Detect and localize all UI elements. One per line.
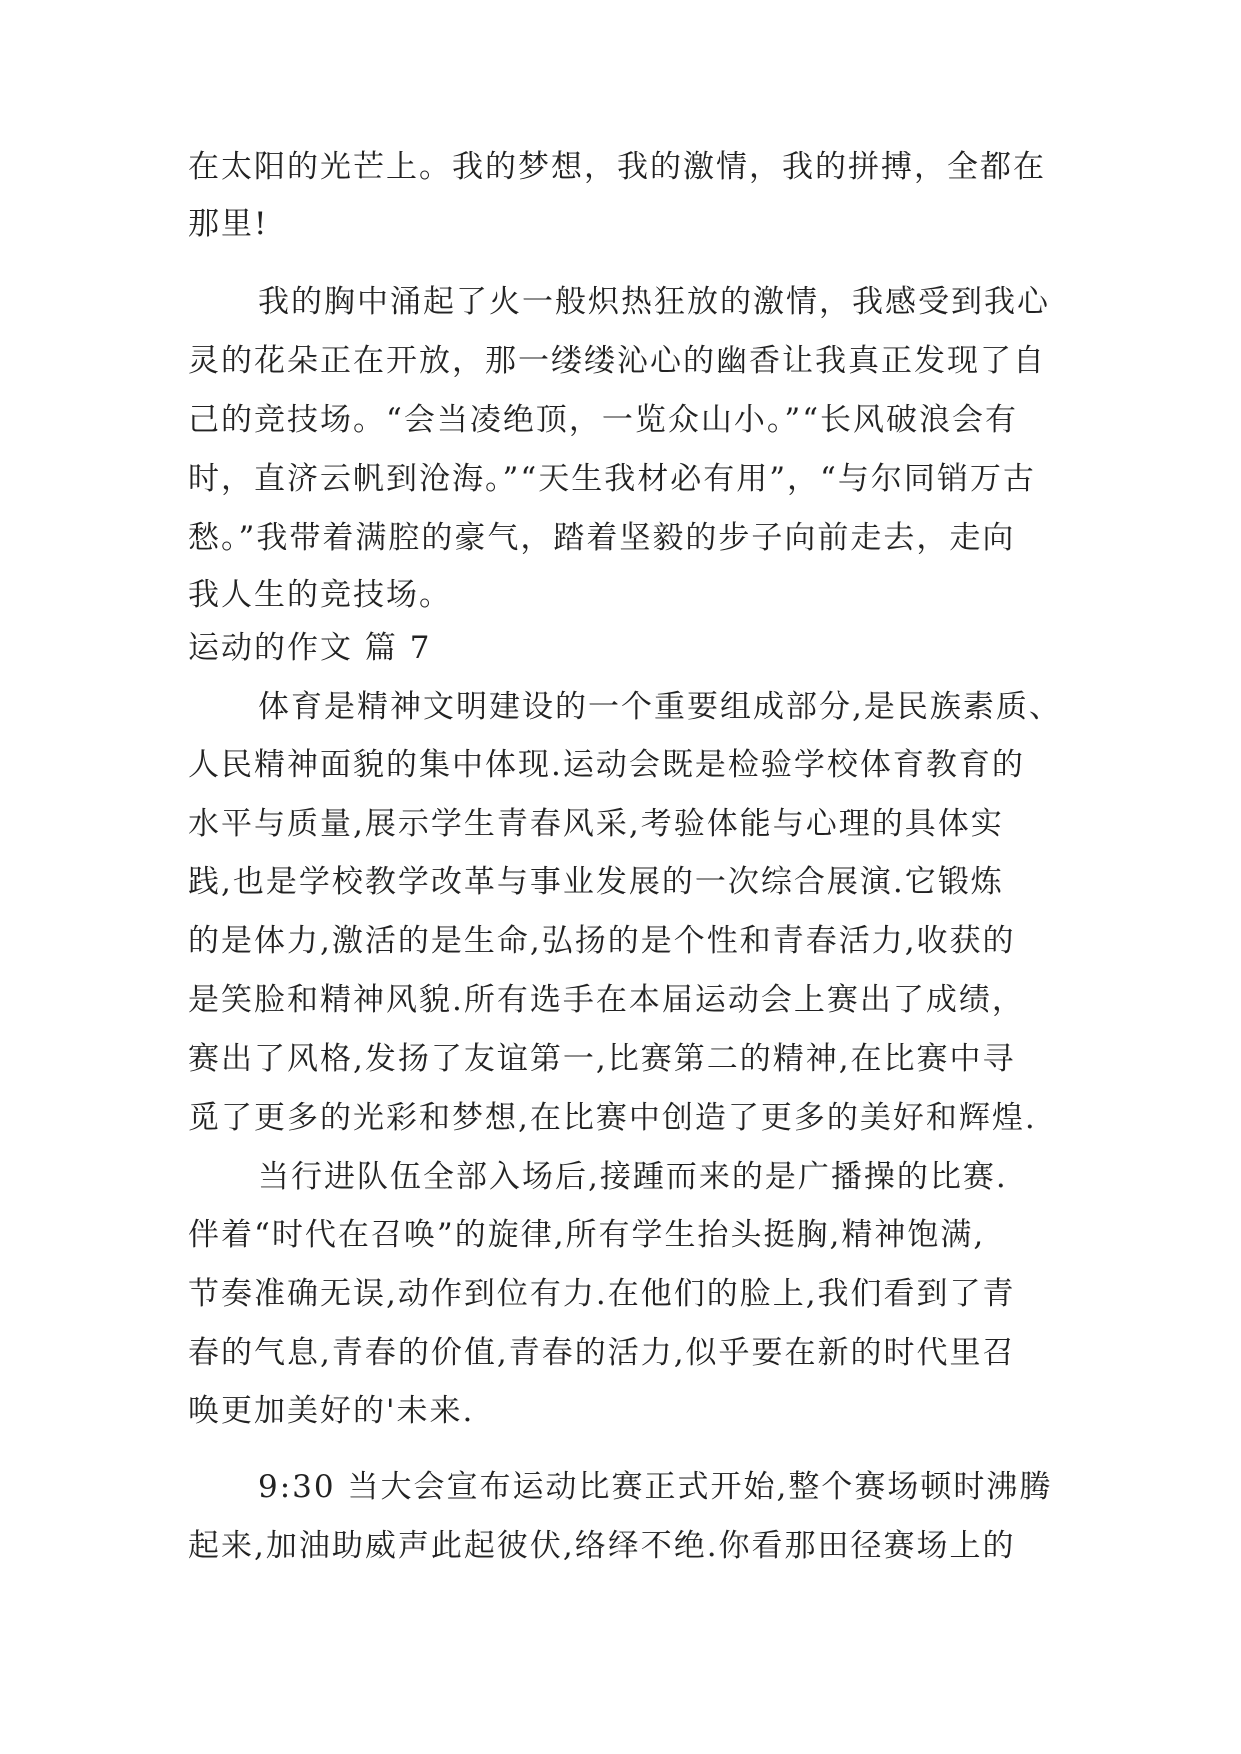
- text-line: 是笑脸和精神风貌.所有选手在本届运动会上赛出了成绩，: [188, 982, 1025, 1018]
- paragraph-start-line: 9:30 当大会宣布运动比赛正式开始,整个赛场顿时沸腾: [258, 1469, 1053, 1505]
- text-line: 愁。”我带着满腔的豪气，踏着坚毅的步子向前走去，走向: [188, 520, 1016, 556]
- text-line: 灵的花朵正在开放，那一缕缕沁心的幽香让我真正发现了自: [188, 343, 1046, 379]
- section-heading: 运动的作文 篇 7: [188, 630, 432, 666]
- text-line: 践,也是学校教学改革与事业发展的一次综合展演.它锻炼: [188, 864, 1004, 900]
- paragraph-start-line: 体育是精神文明建设的一个重要组成部分,是民族素质、: [258, 689, 1062, 725]
- text-line: 伴着“时代在召唤”的旋律,所有学生抬头挺胸,精神饱满,: [188, 1217, 986, 1253]
- text-line: 赛出了风格,发扬了友谊第一,比赛第二的精神,在比赛中寻: [188, 1041, 1016, 1077]
- text-line: 己的竞技场。“会当凌绝顶，一览众山小。”“长风破浪会有: [188, 402, 1019, 438]
- text-line: 我人生的竞技场。: [188, 577, 452, 613]
- text-line: 在太阳的光芒上。我的梦想，我的激情，我的拼搏，全都在: [188, 149, 1046, 185]
- text-line: 觅了更多的光彩和梦想,在比赛中创造了更多的美好和辉煌.: [188, 1100, 1037, 1136]
- text-line: 节奏准确无误,动作到位有力.在他们的脸上,我们看到了青: [188, 1276, 1016, 1312]
- text-line: 唤更加美好的'未来.: [188, 1393, 475, 1429]
- paragraph-start-line: 我的胸中涌起了火一般炽热狂放的激情，我感受到我心: [258, 284, 1050, 320]
- text-line: 起来,加油助威声此起彼伏,络绎不绝.你看那田径赛场上的: [188, 1528, 1016, 1564]
- text-line: 水平与质量,展示学生青春风采,考验体能与心理的具体实: [188, 806, 1004, 842]
- text-line: 时，直济云帆到沧海。”“天生我材必有用”，“与尔同销万古: [188, 461, 1036, 497]
- text-line: 的是体力,激活的是生命,弘扬的是个性和青春活力,收获的: [188, 923, 1016, 959]
- paragraph-start-line: 当行进队伍全部入场后,接踵而来的是广播操的比赛.: [258, 1159, 1008, 1195]
- text-line: 春的气息,青春的价值,青春的活力,似乎要在新的时代里召: [188, 1335, 1016, 1371]
- text-line: 人民精神面貌的集中体现.运动会既是检验学校体育教育的: [188, 747, 1025, 783]
- text-line: 那里!: [188, 206, 269, 242]
